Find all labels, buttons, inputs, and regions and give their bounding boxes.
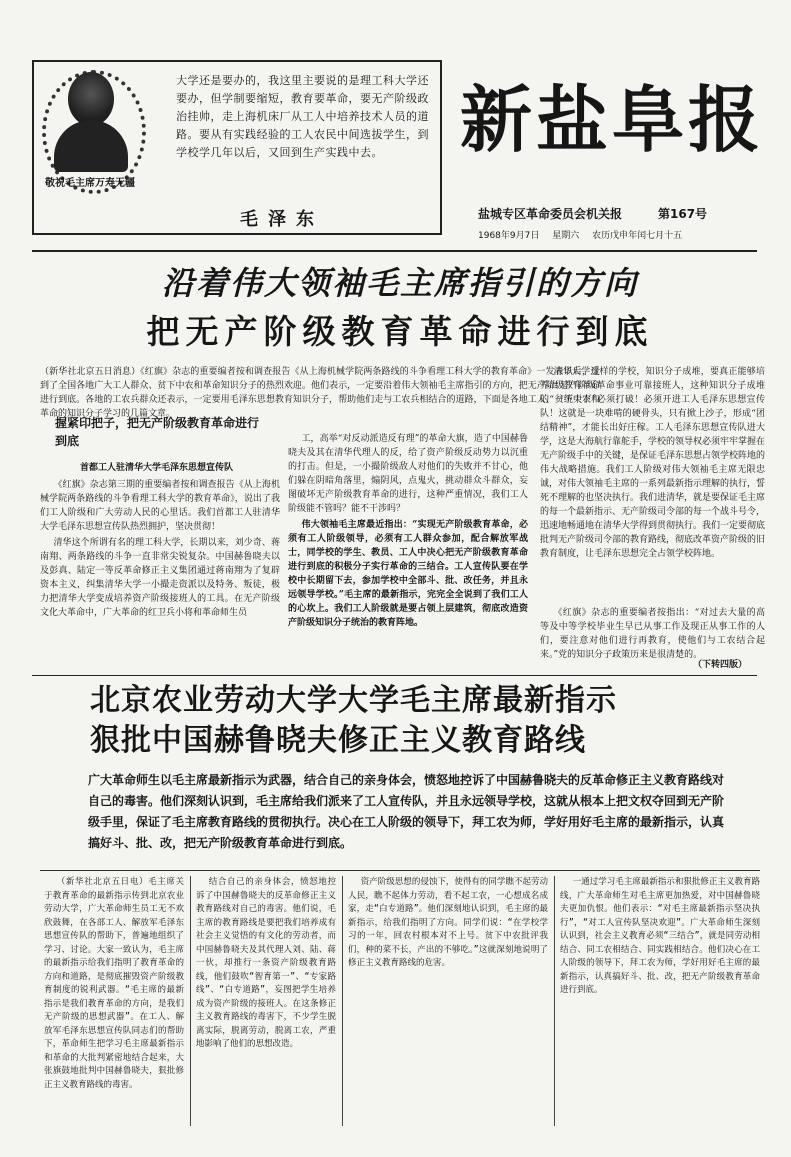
article1-col2 bbox=[288, 432, 528, 632]
headline-2: 把无产阶级教育革命进行到底 bbox=[146, 312, 654, 351]
weekday: 星期六 bbox=[552, 231, 580, 241]
paragraph: 资产阶级思想的侵蚀下，使得有的同学瞧不起劳动人民，瞧不起体力劳动，看不起工农，一心想成名成家，走“白专道路”。他们深刻地认识到，毛主席的最新指示，给我们指明了方向。同学们说：“在学校学习的一年，回农村根本对不上号。贫下中农批评我们，种的菜不长，产出的不够吃。”这就深刻地说明了修正主义教育路线的危害。 bbox=[348, 877, 548, 968]
column-rule bbox=[190, 876, 191, 1126]
column-rule bbox=[554, 876, 555, 1126]
paper-name: 新盐阜报 bbox=[460, 78, 765, 162]
portrait-head bbox=[68, 72, 114, 126]
article2-col1 bbox=[44, 876, 184, 1092]
paragraph: 伟大领袖毛主席最近指出：“实现无产阶级教育革命，必须有工人阶级领导，必须有工人群众参加，配合解放军战士，同学校的学生、教员、工人中决心把无产阶级教育革命进行到底的积极分子实行革命的三结合。工人宣传队要在学校中长期留下去，参加学校中全部斗、批、改任务，并且永远领导学校。”毛主席的最新指示，完完全全说到了我们工人的心坎上。我们工人阶级就是要占领上层建筑，彻底改造资产阶级知识分子统治的教育阵地。 bbox=[288, 520, 528, 628]
section-head: 握紧印把子，把无产阶级教育革命进行到底 bbox=[55, 416, 260, 448]
article1-lead: （新华社北京五日消息）《红旗》杂志的重要编者按和调查报告《从上海机械学院两条路线的斗争看理工科大学的教育革命》一发表以后，受到了全国各地广大工人群众、贫下中农和革命知识分子的热烈欢迎。他们表示，一定要沿着伟大领袖毛主席指引的方向，把无产阶级教育革命进行到底。各地的工农兵群众还表示，一定要用毛泽东思想教育知识分子，帮助他们走与工农兵相结合的道路，下面是各地工人、贫下中农和革命的知识分子学习的几篇文章。 bbox=[40, 367, 600, 419]
issue-number: 第167号 bbox=[658, 207, 708, 221]
publisher: 盐城专区革命委员会机关报 bbox=[478, 207, 623, 221]
article2-col2 bbox=[196, 876, 336, 1052]
article2-col4 bbox=[560, 876, 760, 998]
divider bbox=[40, 870, 760, 871]
portrait-caption: 敬祝毛主席万寿无疆 bbox=[45, 178, 135, 189]
date: 1968年9月7日 bbox=[478, 231, 540, 241]
paragraph: 《红旗》杂志的重要编者按指出：“对过去大量的高等及中等学校毕业生早已从事工作及现正从事工作的人们，要注意对他们进行再教育，使他们与工农结合起来。”党的知识分子政策历来是很清楚的。 bbox=[540, 608, 765, 660]
article2-col3 bbox=[348, 876, 548, 971]
byline: 首都工人驻清华大学毛泽东思想宣传队 bbox=[80, 463, 234, 473]
paragraph: 一通过学习毛主席最新指示和狠批修正主义教育路线，广大革命师生对毛主席更加热爱，对中国赫鲁晓夫更加仇恨。他们表示：“对毛主席最新指示坚决执行”，“对工人宣传队坚决欢迎”。广大革命师生深刻认识到，社会主义教育必须“三结合”，就是同劳动相结合、同工农相结合、同实践相结合。他们决心在工人阶级的领导下，拜工农为师，学好用好毛主席的最新指示，认真搞好斗、批、改，把无产阶级教育革命进行到底。 bbox=[560, 877, 760, 995]
article2-lead: 广大革命师生以毛主席最新指示为武器，结合自己的亲身体会，愤怒地控诉了中国赫鲁晓夫的反革命修正主义教育路线对自己的毒害。他们深刻认识到，毛主席给我们派来了工人宣传队，并且永远领导学校，这就从根本上把文权夺回到无产阶级手里，保证了毛主席教育路线的贯彻执行。决心在工人阶级的领导下，拜工农为师，学好用好毛主席的最新指示，认真搞好斗、批、改，把无产阶级教育革命进行到底。 bbox=[88, 773, 725, 850]
mao-quote: 大学还是要办的，我这里主要说的是理工科大学还要办，但学制要缩短，教育要革命，要无产阶级政治挂帅，走上海机床厂从工人中培养技术人员的道路。要从有实践经验的工人农民中间选拔学生，到学校学几年以后，又回到生产实践中去。 bbox=[176, 74, 429, 159]
quote-signature: 毛泽东 bbox=[240, 209, 324, 230]
divider bbox=[32, 250, 757, 252]
mao-portrait bbox=[40, 62, 140, 230]
headline-3: 北京农业劳动大学大学毛主席最新指示 bbox=[90, 683, 617, 718]
continued-note: （下转四版） bbox=[693, 660, 748, 670]
paragraph: 工，高举“对反动派造反有理”的革命大旗，造了中国赫鲁晓夫及其在清华代理人的反，给了资产阶级反动势力以沉重的打击。但是，一小撮阶级敌人对他们的失败并不甘心，他们躲在阴暗角落里，煽阴风，点鬼火，挑动群众斗群众，妄图破坏无产阶级教育革命的进行，这种严重情况，我们工人阶级能不管吗？能不干涉吗？ bbox=[288, 434, 528, 514]
headline-1: 沿着伟大领袖毛主席指引的方向 bbox=[161, 264, 638, 302]
date-line bbox=[478, 228, 692, 241]
article1-col1 bbox=[40, 478, 280, 622]
paragraph: 清华大学这样的学校，知识分子成堆，要真正能够培养出无产阶级革命事业可靠接班人，这种知识分子成堆的“一统天下”必须打破！必须开进工人毛泽东思想宣传队！这就是一块难啃的硬骨头，只有掀上沙子，形成“团结精神”，才能长出好庄稼。工人毛泽东思想宣传队进大学，这是大海航行靠舵手，学校的领导权必须牢牢掌握在无产阶级手中的关键，是保证毛泽东思想占领学校阵地的伟大战略措施。我们工人阶级对伟大领袖毛主席无限忠诚，对伟大领袖毛主席的一系列最新指示理解的执行，誓死不理解的也坚决执行。我们进清华，就是要保证毛主席的每一个最新指示、无产阶级司令部的每一个战斗号令，迅速地畅通地在清华大学得到贯彻执行。我们一定要彻底批判无产阶级司令部的教育路线，彻底改革资产阶级的旧教育制度，让毛泽东思想完全占领学校阵地。 bbox=[540, 367, 766, 559]
article1-col3b bbox=[540, 606, 765, 664]
paragraph: 《红旗》杂志第三期的重要编者按和调查报告《从上海机械学院两条路线的斗争看理工科大学的教育革命》，说出了我们工人阶级和广大劳动人民的心里话。我们首都工人驻清华大学毛泽东思想宣传队热烈拥护，坚决贯彻！ bbox=[40, 480, 280, 532]
column-rule bbox=[342, 876, 343, 1126]
paragraph: 结合自己的亲身体会，愤怒地控诉了中国赫鲁晓夫的反革命修正主义教育路线对自己的毒害。他们说，毛主席的教育路线是要把我们培养成有社会主义觉悟的有文化的劳动者，而中国赫鲁晓夫及其代理人刘、陆、蒋一伙，却推行一条资产阶级教育路线，他们鼓吹“智育第一”、“专家路线”、“白专道路”，妄图把学生培养成为资产阶级的接班人。在这条修正主义教育路线的毒害下，不少学生脱离实际，脱离劳动，脱离工农，严重地影响了他们的思想改造。 bbox=[196, 877, 336, 1049]
lunar-date: 农历戊申年闰七月十五 bbox=[592, 231, 683, 241]
paragraph: 清华这个所谓有名的理工科大学，长期以来，刘少奇、蒋南翔、两条路线的斗争一直非常尖锐复杂。中国赫鲁晓夫以及彭真、陆定一等反革命修正主义集团通过蒋南翔为了复辟资本主义，纠集清华大学一小撮走资派以及特务、叛徒，极力把清华大学变成培养资产阶级接班人的工具。在无产阶级文化大革命中，广大革命的红卫兵小将和革命师生员 bbox=[40, 538, 280, 618]
article1-col3 bbox=[540, 365, 765, 563]
headline-4: 狠批中国赫鲁晓夫修正主义教育路线 bbox=[90, 723, 586, 758]
divider bbox=[32, 675, 757, 676]
paragraph: （新华社北京五日电）毛主席关于教育革命的最新指示传到北京农业劳动大学，广大革命师生员工无不欢欣鼓舞，在各部工人、解放军毛泽东思想宣传队的帮助下，普遍地组织了学习、讨论。大家一致认为，毛主席的最新指示给我们指明了教育革命的方向和道路，是彻底摧毁资产阶级教育制度的锐利武器。“毛主席的最新指示是我们教育革命的方向，是我们无产阶级的思想武器”。在工人、解放军毛泽东思想宣传队同志们的帮助下，革命师生把学习毛主席最新指示和革命的大批判紧密地结合起来，大张旗鼓地批判中国赫鲁晓夫，狠批修正主义教育路线的毒害。 bbox=[44, 877, 184, 1090]
